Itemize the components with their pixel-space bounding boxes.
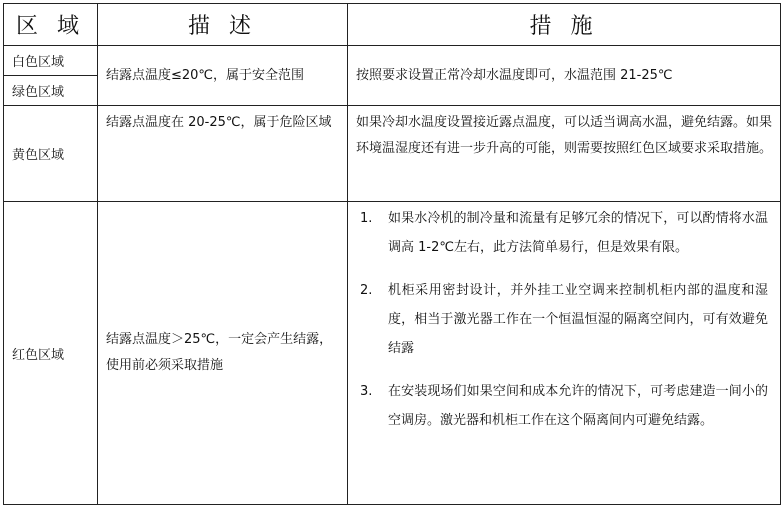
measure-steps-list xyxy=(356,204,772,435)
region-green: 绿色区域 xyxy=(4,76,98,106)
table-row xyxy=(4,46,781,76)
header-measures: 措 施 xyxy=(348,4,781,46)
dew-point-region-table xyxy=(3,3,781,505)
table-row xyxy=(4,202,781,505)
description-cell: 结露点温度在 20-25℃，属于危险区域 xyxy=(98,106,348,202)
description-cell: 结露点温度≤20℃，属于安全范围 xyxy=(98,46,348,106)
header-region: 区 域 xyxy=(4,4,98,46)
region-red: 红色区域 xyxy=(4,202,98,505)
list-item: 3. 在安装现场们如果空间和成本允许的情况下，可考虑建造一间小的空调房。激光器和机柜工作在这个隔离间内可避免结露。 xyxy=(360,384,768,428)
measure-cell: 如果冷却水温度设置接近露点温度，可以适当调高水温，避免结露。如果环境温湿度还有进一步升高的可能，则需要按照红色区域要求采取措施。 xyxy=(348,106,781,202)
region-yellow: 黄色区域 xyxy=(4,106,98,202)
header-row xyxy=(4,4,781,46)
measure-cell: 按照要求设置正常冷却水温度即可，水温范围 21-25℃ xyxy=(348,46,781,106)
header-description: 描 述 xyxy=(98,4,348,46)
list-item: 1. 如果水冷机的制冷量和流量有足够冗余的情况下，可以酌情将水温调高 1-2℃左右，此方法简单易行，但是效果有限。 xyxy=(360,211,768,255)
table-row xyxy=(4,106,781,202)
measure-cell xyxy=(348,202,781,505)
region-white: 白色区域 xyxy=(4,46,98,76)
description-cell: 结露点温度＞25℃，一定会产生结露，使用前必须采取措施 xyxy=(98,202,348,505)
list-item: 2. 机柜采用密封设计，并外挂工业空调来控制机柜内部的温度和湿度，相当于激光器工作在一个恒温恒湿的隔离空间内，可有效避免结露 xyxy=(360,283,768,356)
